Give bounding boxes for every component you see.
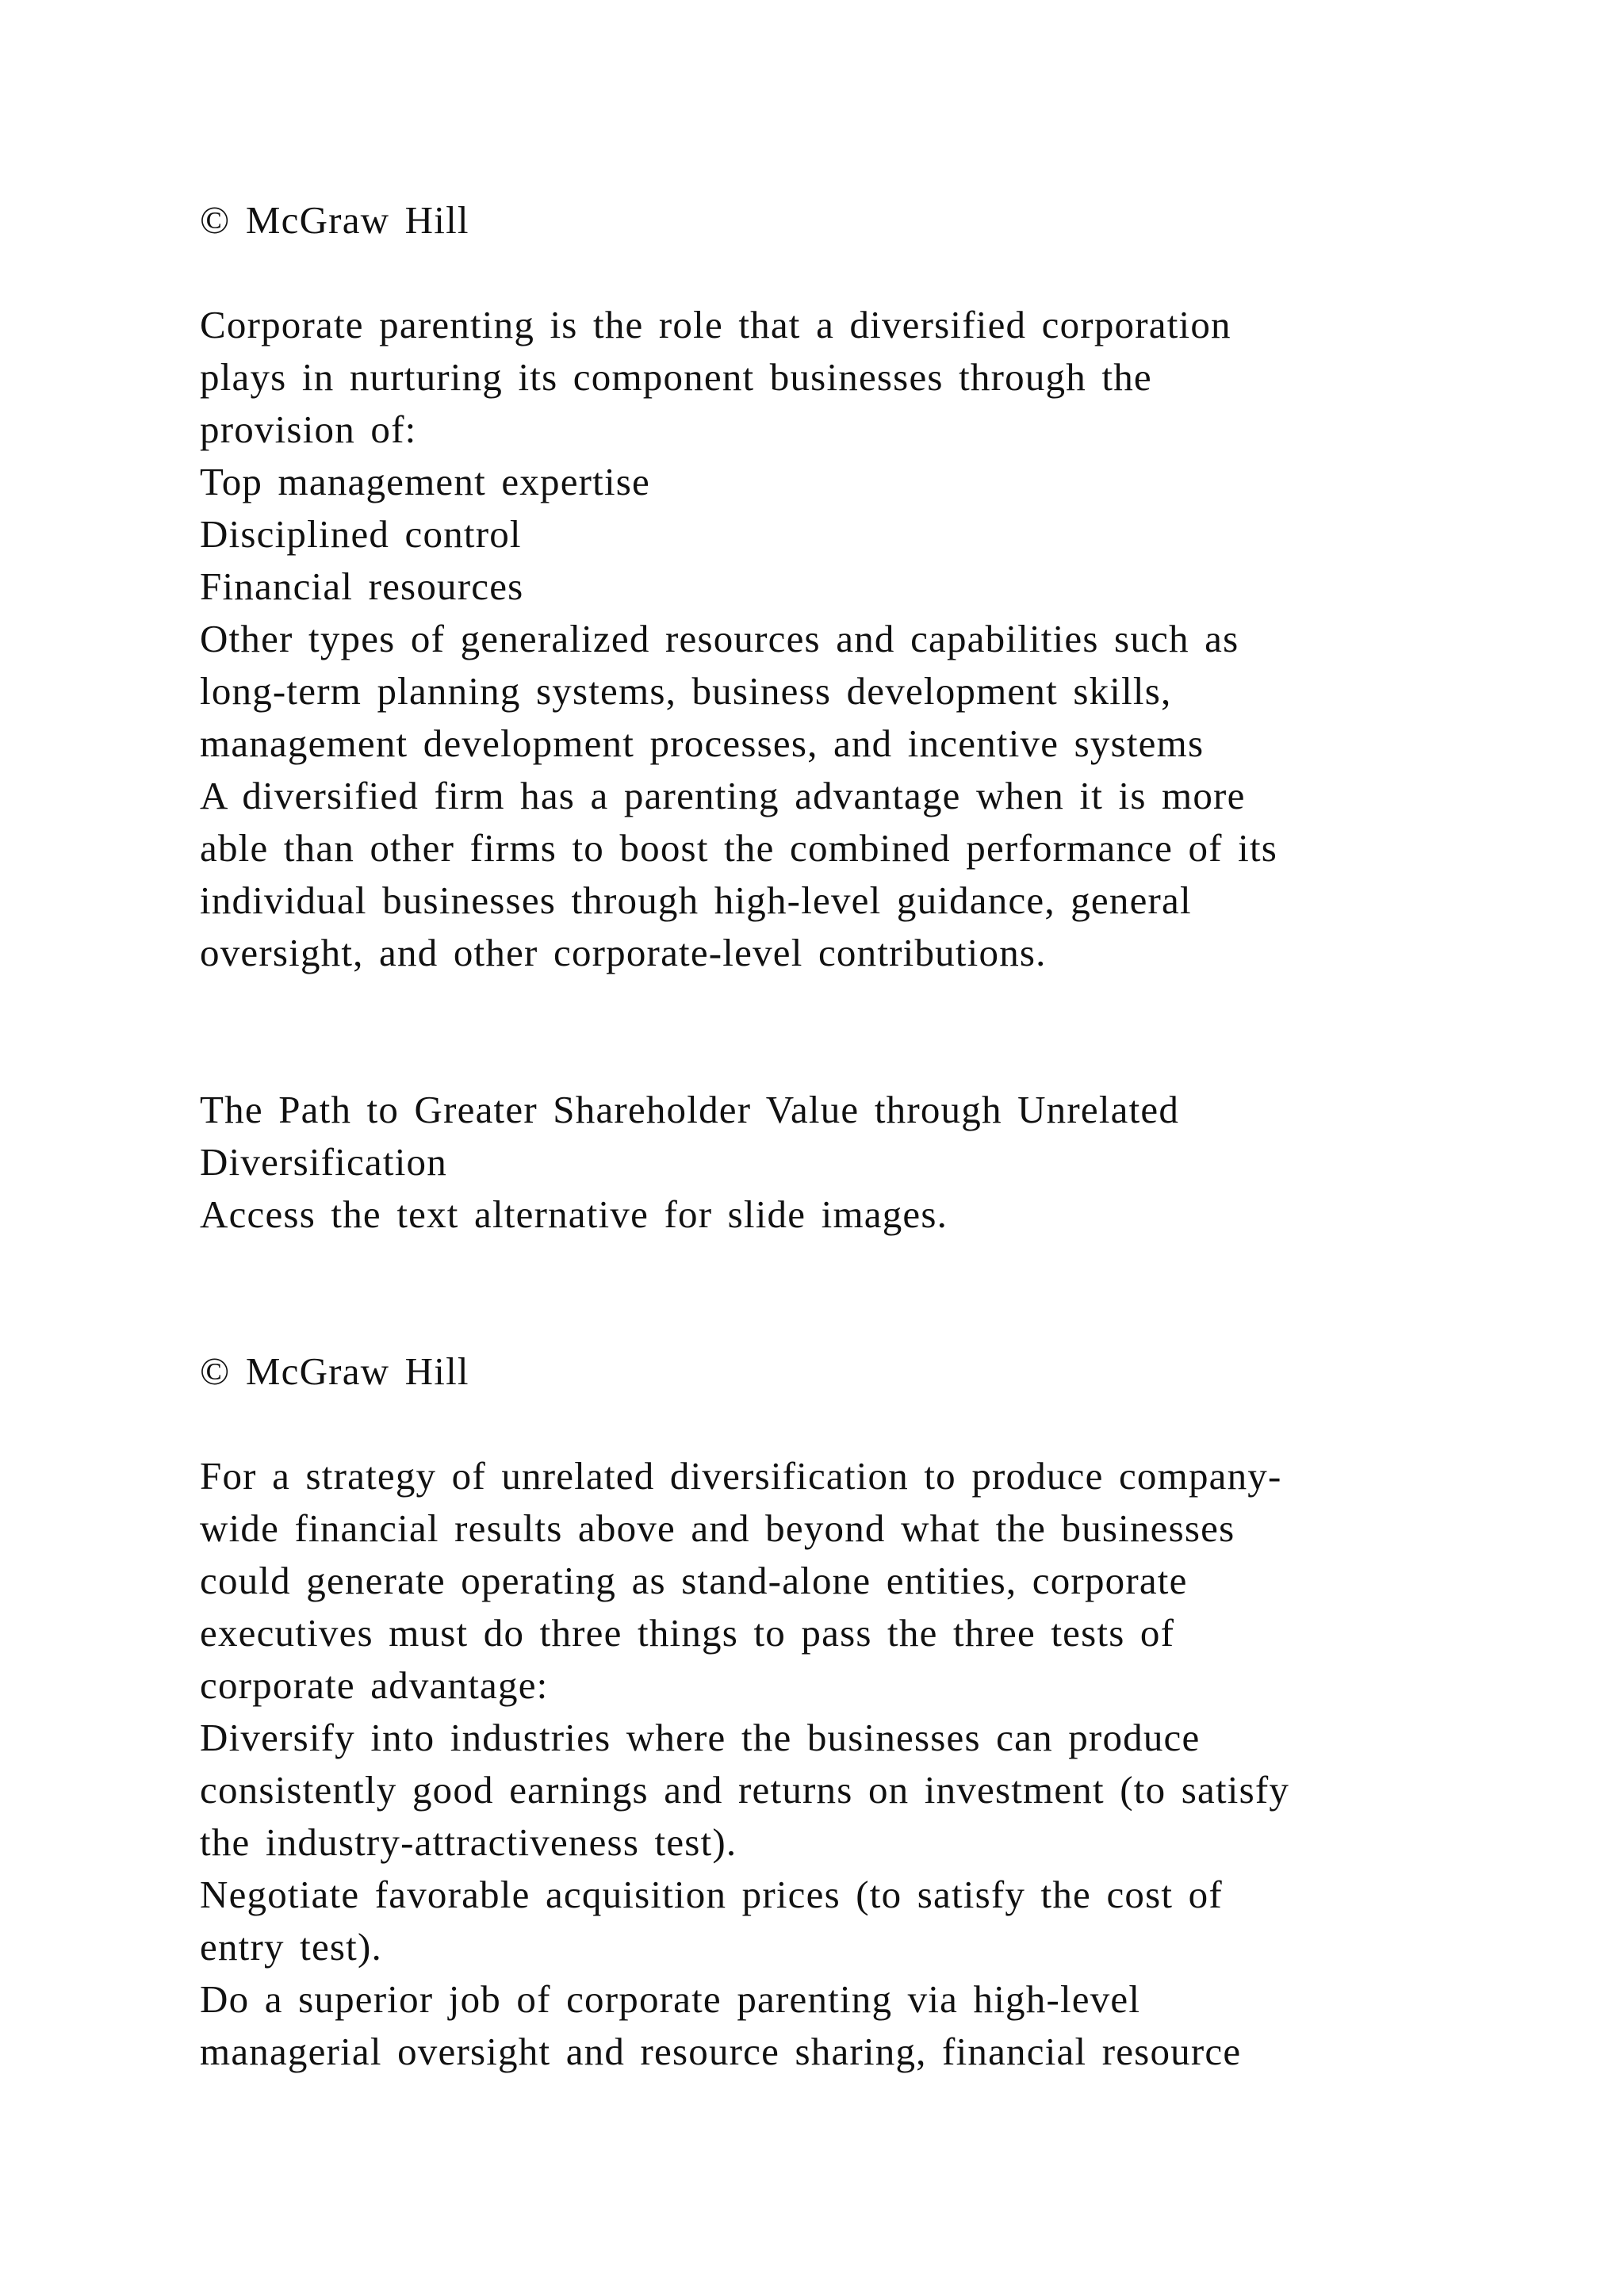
paragraph-line: For a strategy of unrelated diversification to produce company- bbox=[200, 1454, 1282, 1498]
list-item: long-term planning systems, business development skills, bbox=[200, 669, 1172, 713]
copyright-notice: © McGraw Hill bbox=[200, 198, 469, 242]
spacer bbox=[200, 1241, 1500, 1345]
paragraph-line: provision of: bbox=[200, 408, 417, 451]
list-item: Financial resources bbox=[200, 564, 524, 608]
paragraph-line: could generate operating as stand-alone entities, corporate bbox=[200, 1559, 1188, 1602]
list-item: entry test). bbox=[200, 1925, 382, 1969]
paragraph-line: able than other firms to boost the combined performance of its bbox=[200, 826, 1278, 870]
paragraph-line: A diversified firm has a parenting advantage when it is more bbox=[200, 774, 1246, 817]
spacer bbox=[200, 247, 1500, 299]
document-text bbox=[200, 194, 1500, 2078]
alt-text-note: Access the text alternative for slide images. bbox=[200, 1192, 948, 1236]
spacer bbox=[200, 1398, 1500, 1450]
paragraph-line: Corporate parenting is the role that a diversified corporation bbox=[200, 303, 1231, 346]
list-item: managerial oversight and resource sharing, financial resource bbox=[200, 2030, 1242, 2073]
list-item: Disciplined control bbox=[200, 512, 522, 556]
list-item: Top management expertise bbox=[200, 460, 651, 503]
paragraph-line: oversight, and other corporate-level contributions. bbox=[200, 931, 1047, 974]
list-item: management development processes, and incentive systems bbox=[200, 721, 1205, 765]
list-item: Other types of generalized resources and capabilities such as bbox=[200, 617, 1239, 660]
list-item: consistently good earnings and returns on investment (to satisfy bbox=[200, 1768, 1290, 1812]
paragraph-line: plays in nurturing its component businesses through the bbox=[200, 355, 1152, 399]
list-item: Diversify into industries where the businesses can produce bbox=[200, 1716, 1201, 1759]
slide-title: The Path to Greater Shareholder Value through Unrelated bbox=[200, 1088, 1180, 1131]
paragraph-line: individual businesses through high-level guidance, general bbox=[200, 878, 1192, 922]
spacer bbox=[200, 979, 1500, 1084]
list-item: Negotiate favorable acquisition prices (to satisfy the cost of bbox=[200, 1873, 1223, 1916]
paragraph-line: executives must do three things to pass the three tests of bbox=[200, 1611, 1175, 1655]
slide-title: Diversification bbox=[200, 1140, 447, 1184]
list-item: Do a superior job of corporate parenting via high-level bbox=[200, 1977, 1141, 2021]
copyright-notice: © McGraw Hill bbox=[200, 1349, 469, 1393]
list-item: the industry-attractiveness test). bbox=[200, 1820, 737, 1864]
paragraph-line: wide financial results above and beyond what the businesses bbox=[200, 1506, 1235, 1550]
paragraph-line: corporate advantage: bbox=[200, 1663, 549, 1707]
